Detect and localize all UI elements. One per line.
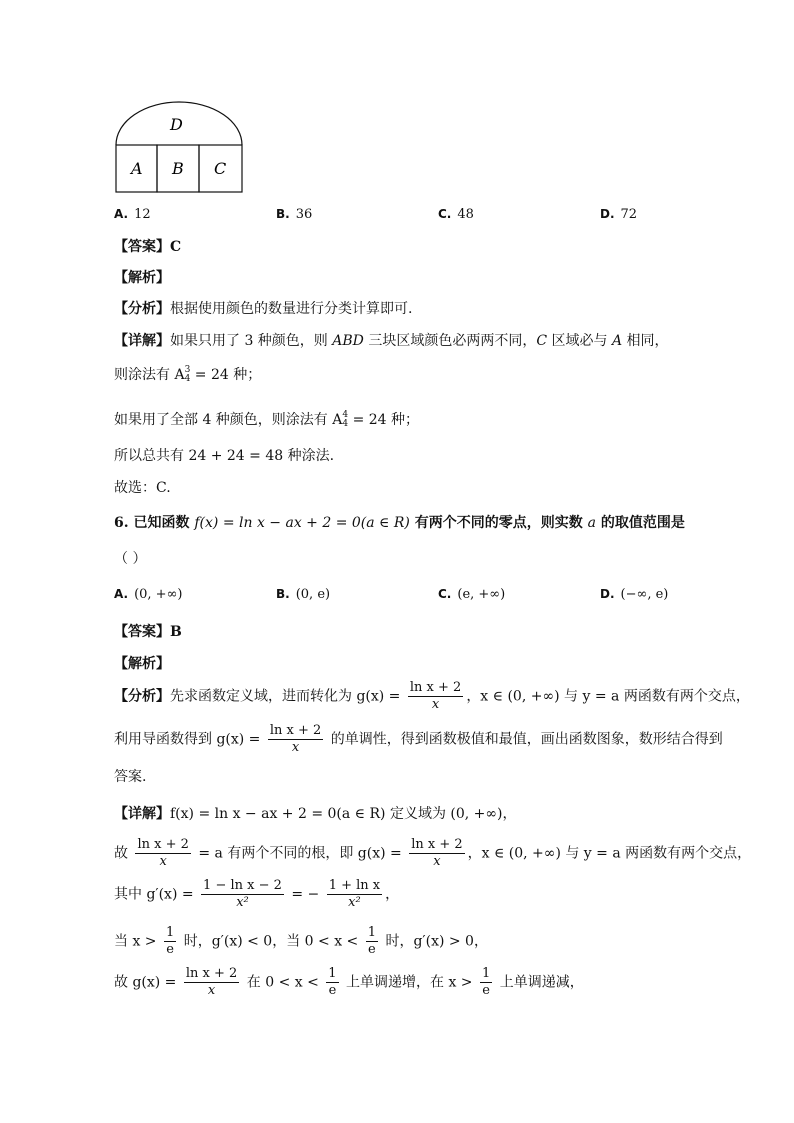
q6-detail-line3: 其中 g′(x) = $\frac{\text{1 − ln x − 2}}{\text{x²}}$ = − $\frac{\text{1 + ln x}}{\text{x²}}$ ，	[114, 878, 400, 910]
label-a: A	[131, 159, 143, 178]
q5-analysis-label: 【解析】	[114, 270, 170, 286]
q5-detail-line3: 如果用了全部 4 种颜色，则涂法有 A 4 4 = 24 种；	[114, 410, 420, 429]
q6-detail-line2: 故 $\frac{\text{ln x + 2}}{x}$ = a 有两个不同的根，即 g(x) = $\frac{\text{ln x + 2}}{x}$ ，x ∈ (0, +∞) 与 y = a 两函数有两个交点，	[114, 837, 752, 869]
q6-fenxi-line3: 答案.	[114, 769, 147, 785]
q6-option-b: B. (0, e)	[276, 587, 331, 602]
q6-option-d: D. (−∞, e)	[600, 587, 669, 602]
q5-option-a: A. 12	[114, 207, 151, 222]
q6-answer: 【答案】B	[114, 624, 182, 640]
q5-detail-line5: 故选：C.	[114, 480, 171, 496]
q6-option-a: A. (0, +∞)	[114, 587, 183, 602]
q5-detail-line2: 则涂法有 A 3 4 = 24 种；	[114, 365, 262, 384]
q5-option-b: B. 36	[276, 207, 313, 222]
q5-detail-line1: 【详解】如果只用了 3 种颜色，则 ABD 三块区域颜色必两两不同，C 区域必与 A 相同，	[114, 333, 669, 349]
label-c: C	[214, 159, 227, 178]
q6-detail-line4: 当 x > $\frac{1}{e}$ 时，g′(x) < 0，当 0 < x < $\frac{1}{e}$ 时，g′(x) > 0，	[114, 925, 488, 957]
q6-detail-line5: 故 g(x) = $\frac{\text{ln x + 2}}{x}$ 在 0 < x < $\frac{1}{e}$ 上单调递增，在 x > $\frac{1}{e}$ 上单调递减，	[114, 966, 584, 998]
label-b: B	[172, 159, 184, 178]
q5-detail-line4: 所以总共有 24 + 24 = 48 种涂法.	[114, 448, 335, 464]
q6-paren: （ ）	[114, 551, 147, 567]
q5-option-d: D. 72	[600, 207, 638, 222]
region-diagram	[114, 100, 244, 195]
q6-fenxi-line2: 利用导函数得到 g(x) = $\frac{\text{ln x + 2}}{x}$ 的单调性，得到函数极值和最值，画出函数图象，数形结合得到	[114, 723, 723, 755]
label-d: D	[170, 115, 183, 134]
q5-fenxi: 【分析】根据使用颜色的数量进行分类计算即可.	[114, 301, 413, 317]
q6-fenxi-line1: 【分析】先求函数定义域，进而转化为 g(x) = $\frac{\text{ln x + 2}}{x}$ ，x ∈ (0, +∞) 与 y = a 两函数有两个交点，	[114, 680, 750, 712]
q6-detail-line1: 【详解】f(x) = ln x − ax + 2 = 0(a ∈ R) 定义域为 (0, +∞)，	[114, 806, 517, 822]
q6-analysis-label: 【解析】	[114, 656, 170, 672]
q5-option-c: C. 48	[438, 207, 474, 222]
q5-answer: 【答案】C	[114, 239, 182, 255]
q6-option-c: C. (e, +∞)	[438, 587, 506, 602]
q6-stem: 6. 已知函数 f(x) = ln x − ax + 2 = 0(a ∈ R) 有两个不同的零点，则实数 a 的取值范围是	[114, 515, 685, 531]
